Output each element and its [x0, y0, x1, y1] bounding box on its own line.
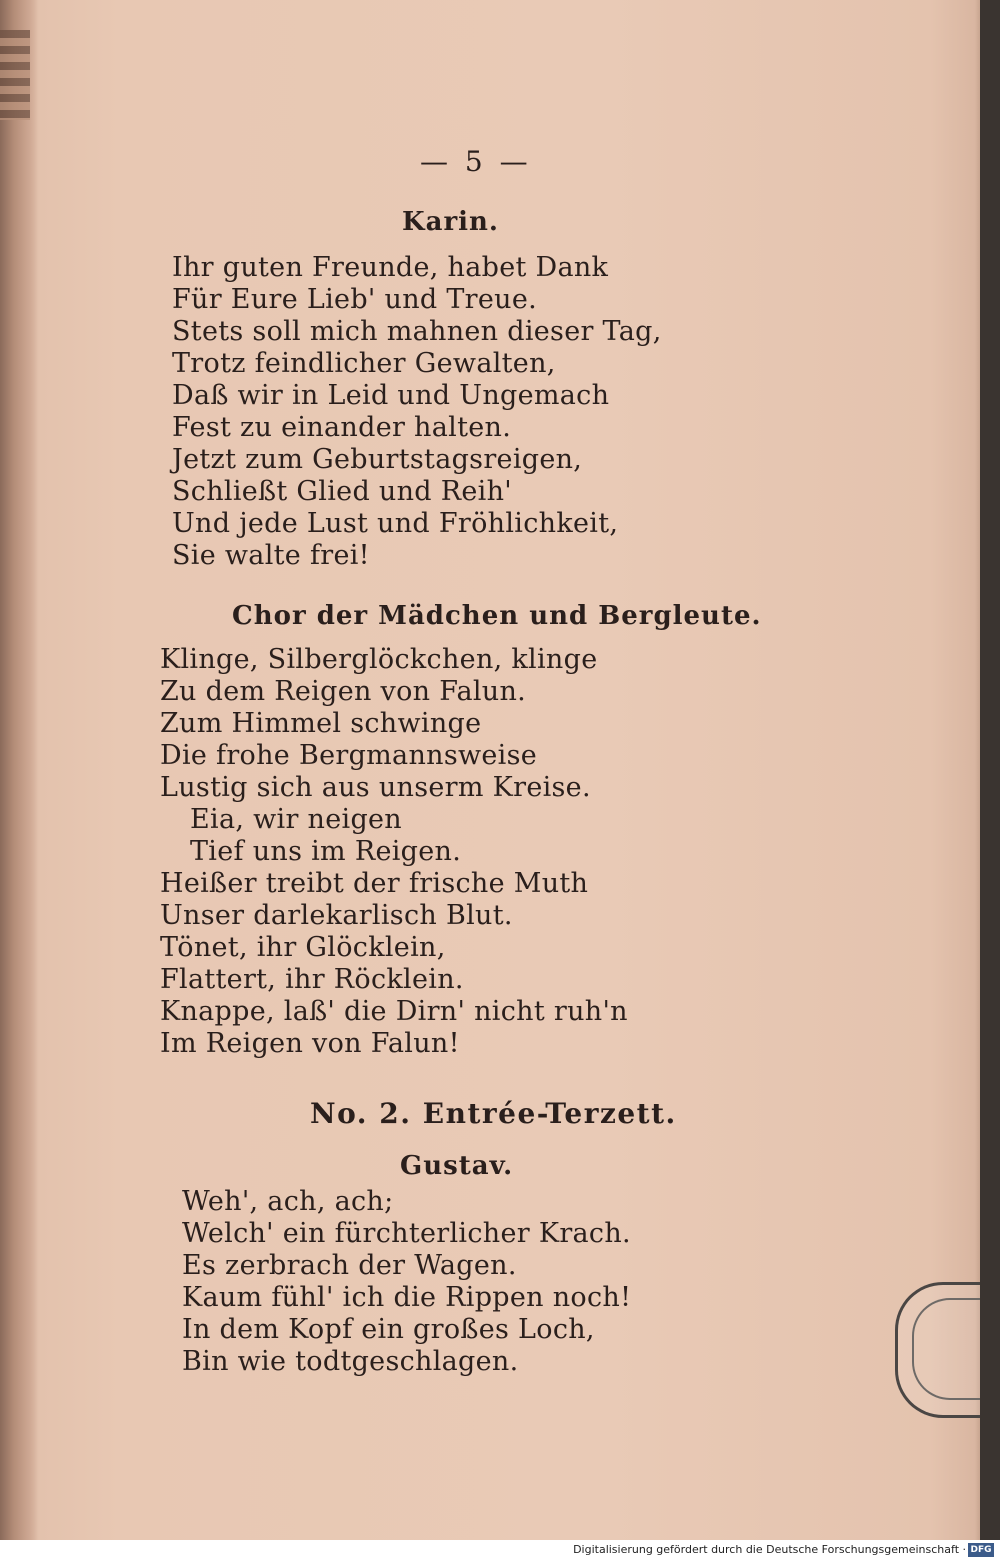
- dfg-logo-icon: DFG: [968, 1543, 994, 1557]
- verse-line: Heißer treibt der frische Muth: [160, 868, 589, 899]
- verse-line: Weh', ach, ach;: [182, 1186, 394, 1217]
- verse-line: Zum Himmel schwinge: [160, 708, 482, 739]
- verse-line: Unser darlekarlisch Blut.: [160, 900, 513, 931]
- digitization-footer: [0, 1540, 1000, 1562]
- verse-line: Kaum fühl' ich die Rippen noch!: [182, 1282, 632, 1313]
- verse-line: Trotz feindlicher Gewalten,: [172, 348, 556, 379]
- verse-line: Jetzt zum Geburtstagsreigen,: [172, 444, 583, 475]
- verse-line: Die frohe Bergmannsweise: [160, 740, 538, 771]
- verse-line: Es zerbrach der Wagen.: [182, 1250, 517, 1281]
- section-heading-chor: Chor der Mädchen und Bergleute.: [232, 601, 762, 631]
- verse-line: Tönet, ihr Glöcklein,: [160, 932, 446, 963]
- verse-line: Knappe, laß' die Dirn' nicht ruh'n: [160, 996, 628, 1027]
- verse-line: Zu dem Reigen von Falun.: [160, 676, 527, 707]
- verse-line: Klinge, Silberglöckchen, klinge: [160, 644, 598, 675]
- verse-line: Lustig sich aus unserm Kreise.: [160, 772, 591, 803]
- section-heading-karin: Karin.: [402, 207, 499, 237]
- verse-line: Eia, wir neigen: [190, 804, 402, 835]
- verse-line: Bin wie todtgeschlagen.: [182, 1346, 519, 1377]
- book-spine: [0, 0, 38, 1540]
- verse-line: Fest zu einander halten.: [172, 412, 512, 443]
- verse-line: Ihr guten Freunde, habet Dank: [172, 252, 609, 283]
- spine-binding-marks: [0, 30, 30, 120]
- verse-line: In dem Kopf ein großes Loch,: [182, 1314, 595, 1345]
- paper-clip-inner-loop: [912, 1298, 980, 1400]
- verse-line: Daß wir in Leid und Ungemach: [172, 380, 610, 411]
- verse-line: Sie walte frei!: [172, 540, 370, 571]
- verse-line: Tief uns im Reigen.: [190, 836, 462, 867]
- character-heading-gustav: Gustav.: [400, 1151, 514, 1181]
- verse-line: Für Eure Lieb' und Treue.: [172, 284, 537, 315]
- section-heading-entree-terzett: No. 2. Entrée-Terzett.: [310, 1097, 677, 1130]
- footer-credit-text: Digitalisierung gefördert durch die Deutsche Forschungsgemeinschaft ·: [573, 1543, 966, 1556]
- verse-line: Flattert, ihr Röcklein.: [160, 964, 464, 995]
- page-number: — 5 —: [420, 145, 532, 178]
- verse-line: Und jede Lust und Fröhlichkeit,: [172, 508, 619, 539]
- verse-line: Stets soll mich mahnen dieser Tag,: [172, 316, 662, 347]
- verse-line: Welch' ein fürchterlicher Krach.: [182, 1218, 631, 1249]
- verse-line: Im Reigen von Falun!: [160, 1028, 460, 1059]
- verse-line: Schließt Glied und Reih': [172, 476, 513, 507]
